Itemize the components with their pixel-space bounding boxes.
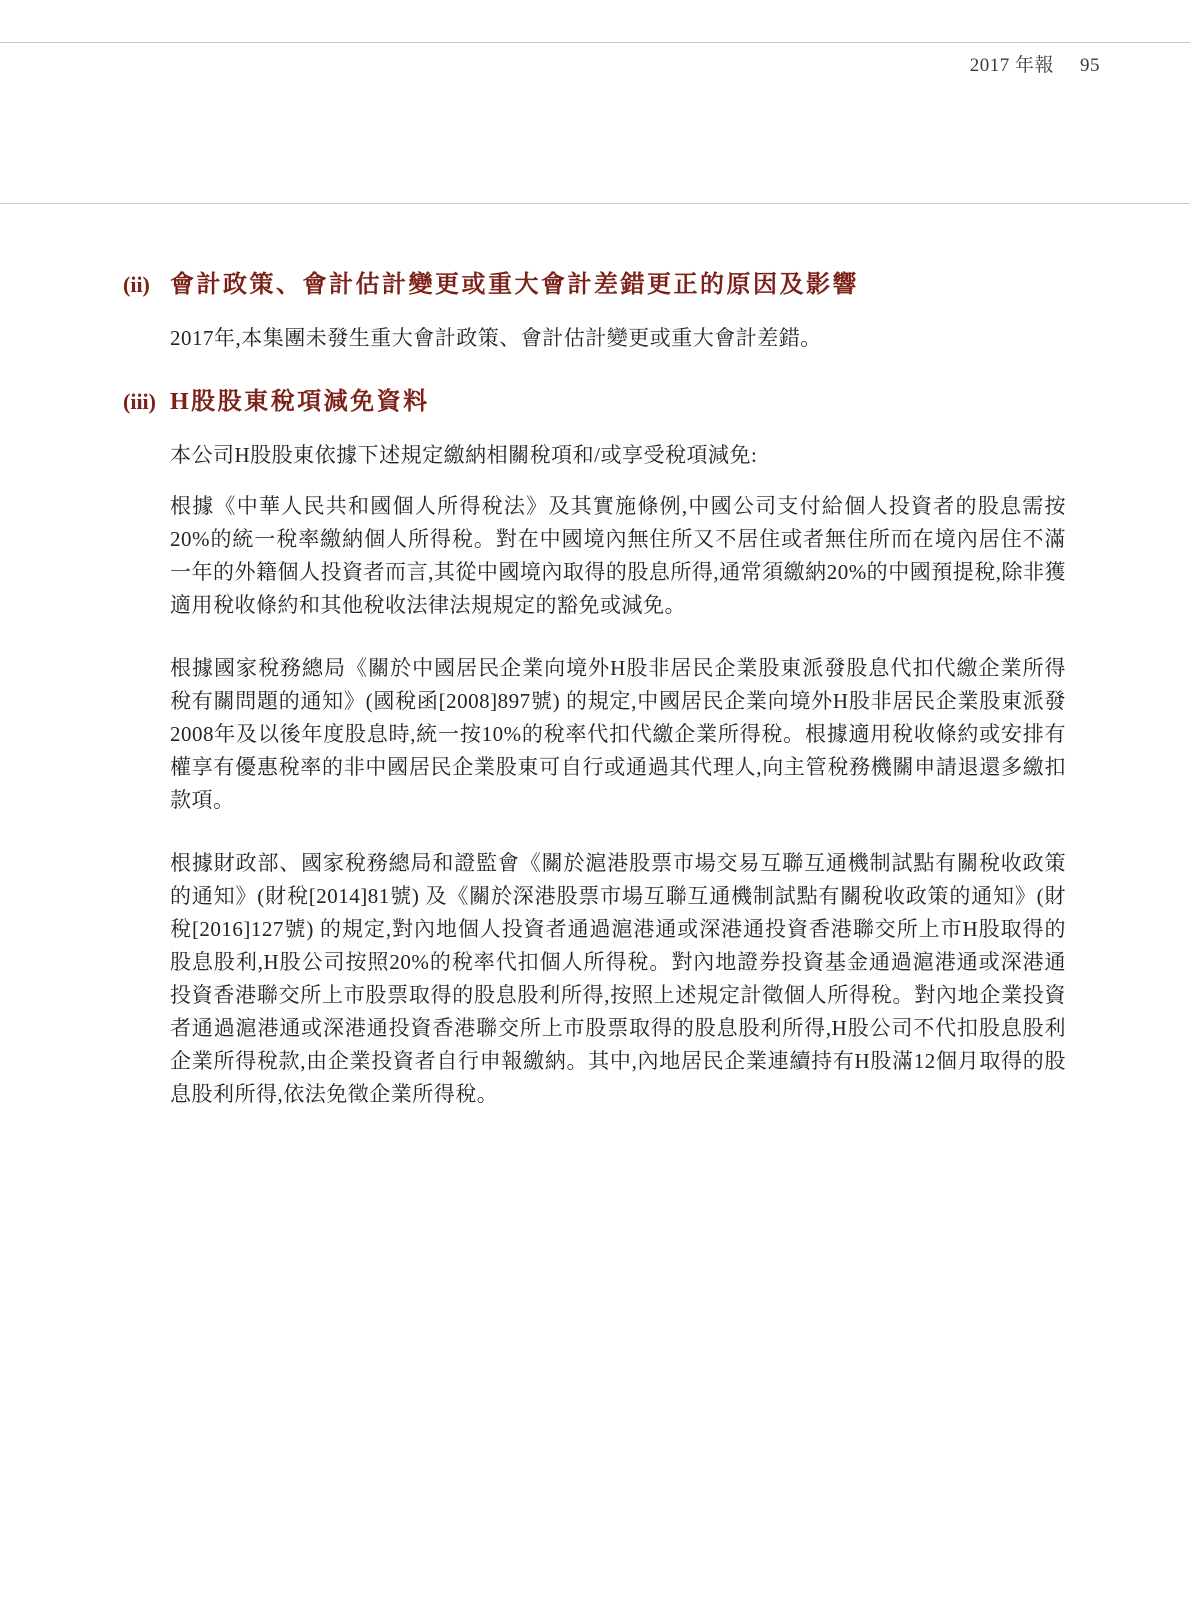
section-body [170,322,1066,355]
section-title: H股股東稅項減免資料 [170,389,430,415]
paragraph: 2017年,本集團未發生重大會計政策、會計估計變更或重大會計差錯。 [170,326,822,350]
paragraph-enterprise-income-tax: 根據國家稅務總局《關於中國居民企業向境外H股非居民企業股東派發股息代扣代繳企業所得稅有關問題的通知》(國稅函[2008]897號) 的規定,中國居民企業向境外H股非居民企業股東派發2008年及以後年度股息時,統一按10%的稅率代扣代繳企業所得稅。根據適用稅收條約或安排有權享有優惠稅率的非中國居民企業股東可自行或通過其代理人,向主管稅務機關申請退還多繳扣款項。 [170,656,1066,812]
page-number: 95 [1080,55,1100,76]
page-header [970,50,1100,77]
paragraph-individual-income-tax: 根據《中華人民共和國個人所得稅法》及其實施條例,中國公司支付給個人投資者的股息需按20%的統一稅率繳納個人所得稅。對在中國境內無住所又不居住或者無住所而在境內居住不滿一年的外籍個人投資者而言,其從中國境內取得的股息所得,通常須繳納20%的中國預提稅,除非獲適用稅收條約和其他稅收法律法規規定的豁免或減免。 [170,494,1066,617]
header-bottom-rule [0,203,1190,204]
header-top-rule [0,42,1190,43]
paragraph-intro: 本公司H股股東依據下述規定繳納相關稅項和/或享受稅項減免: [170,443,758,467]
section-accounting-policy [123,268,1066,355]
paragraph-stock-connect-tax: 根據財政部、國家稅務總局和證監會《關於滬港股票市場交易互聯互通機制試點有關稅收政策的通知》(財稅[2014]81號) 及《關於深港股票市場互聯互通機制試點有關稅收政策的通知》(財稅[2016]127號) 的規定,對內地個人投資者通過滬港通或深港通投資香港聯交所上市H股取得的股息股利,H股公司按照20%的稅率代扣個人所得稅。對內地證券投資基金通過滬港通或深港通投資香港聯交所上市股票取得的股息股利所得,按照上述規定計徵個人所得稅。對內地企業投資者通過滬港通或深港通投資香港聯交所上市股票取得的股息股利所得,H股公司不代扣股息股利企業所得稅款,由企業投資者自行申報繳納。其中,內地居民企業連續持有H股滿12個月取得的股息股利所得,依法免徵企業所得稅。 [170,851,1066,1106]
section-title: 會計政策、會計估計變更或重大會計差錯更正的原因及影響 [170,272,859,298]
report-title: 2017 年報 [969,55,1054,76]
section-label: (iii) [123,389,156,414]
page-content [123,268,1066,1141]
section-h-share-tax-relief [123,385,1066,1111]
section-body [170,439,1066,1111]
section-label: (ii) [123,272,150,297]
section-heading-row [123,268,1066,302]
section-heading-row [123,385,1066,419]
